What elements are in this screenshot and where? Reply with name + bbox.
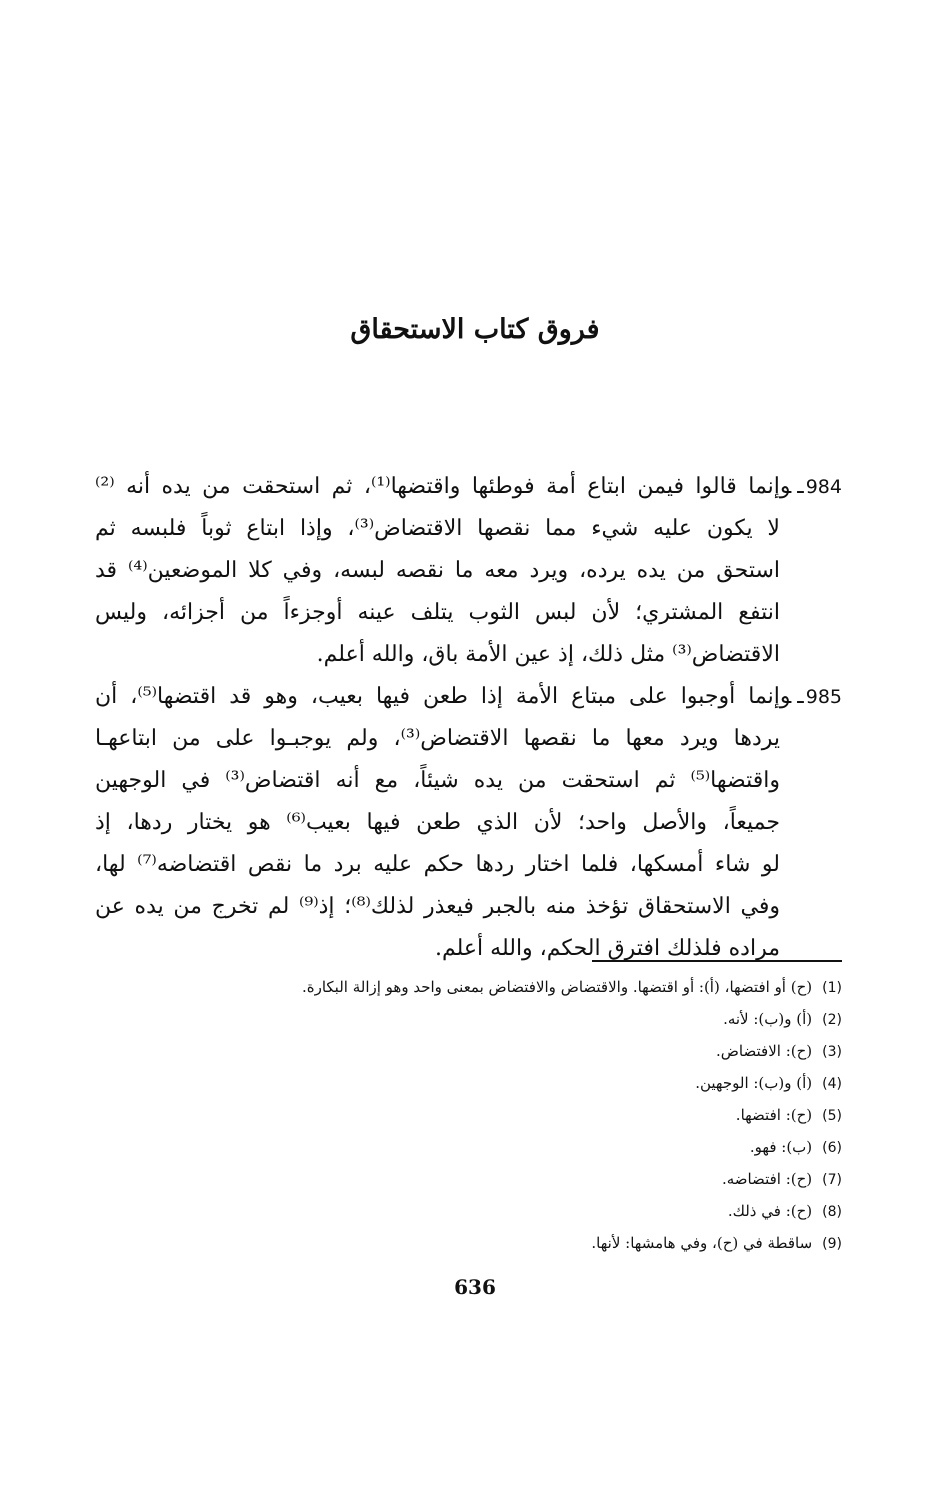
footnotes bbox=[122, 972, 842, 1260]
footnote-8: (8)(ح): في ذلك. bbox=[727, 1202, 842, 1220]
entry-985 bbox=[95, 676, 842, 970]
page-number: 636 bbox=[454, 1275, 496, 1299]
footnote-5: (5)(ح): افتضها. bbox=[735, 1106, 842, 1124]
entry-line: لا يكون عليه شيء مما نقصها الاقتضاض⁽³⁾، وإذا ابتاع ثوباً فلبسه ثم bbox=[95, 516, 780, 541]
entry-line: 984ـوإنما قالوا فيمن ابتاع أمة فوطئها واقتضها⁽¹⁾، ثم استحقت من يده أنه ⁽²⁾ bbox=[95, 474, 842, 499]
main-text bbox=[95, 466, 842, 970]
footnote-4: (4)(أ) و(ب): الوجهين. bbox=[695, 1074, 842, 1092]
entry-line: يردها ويرد معها ما نقصها الاقتضاض⁽³⁾، ولم يوجبـوا على من ابتاعهـا bbox=[95, 726, 781, 751]
entry-number: 984 bbox=[805, 476, 842, 498]
entry-line: وفي الاستحقاق تؤخذ منه بالجبر فيعذر لذلك⁽⁸⁾؛ إذ⁽⁹⁾ لم تخرج من يده عن bbox=[95, 894, 780, 919]
footnote-7: (7)(ح): افتضاضه. bbox=[721, 1170, 842, 1188]
footnote-9: (9)ساقطة في (ح)، وفي هامشها: لأنها. bbox=[591, 1234, 842, 1252]
entry-984 bbox=[95, 466, 842, 676]
footnote-1: (1)(ح) أو افتضها، (أ): أو اقتضها. والاقتضاض والافتضاض بمعنى واحد وهو إزالة البكارة. bbox=[301, 978, 842, 996]
entry-number: 985 bbox=[805, 686, 842, 708]
entry-line: انتفع المشتري؛ لأن لبس الثوب يتلف عينه أوجزءاً من أجزائه، وليس bbox=[95, 600, 780, 625]
entry-line: الاقتضاض⁽³⁾ مثل ذلك، إذ عين الأمة باق، والله أعلم. bbox=[316, 642, 780, 667]
footnote-2: (2)(أ) و(ب): لأنه. bbox=[723, 1010, 842, 1028]
entry-line: لو شاء أمسكها، فلما اختار ردها حكم عليه برد ما نقص اقتضاضه⁽⁷⁾ لها، bbox=[95, 852, 780, 877]
entry-line: واقتضها⁽⁵⁾ ثم استحقت من يده شيئاً، مع أنه اقتضاض⁽³⁾ في الوجهين bbox=[95, 768, 780, 793]
entry-line: 985ـوإنما أوجبوا على مبتاع الأمة إذا طعن فيها بعيب، وهو قد اقتضها⁽⁵⁾، أن bbox=[95, 684, 842, 709]
entry-line: مراده فلذلك افترق الحكم، والله أعلم. bbox=[435, 936, 780, 961]
entry-line: استحق من يده يرده، ويرد معه ما نقصه لبسه، وفي كلا الموضعين⁽⁴⁾ قد bbox=[95, 558, 781, 583]
footnote-separator bbox=[592, 960, 842, 962]
footnote-6: (6)(ب): فهو. bbox=[749, 1138, 842, 1156]
footnote-3: (3)(ح): الافتضاض. bbox=[716, 1042, 842, 1060]
chapter-title: فروق كتاب الاستحقاق bbox=[350, 314, 600, 345]
entry-line: جميعاً، والأصل واحد؛ لأن الذي طعن فيها بعيب⁽⁶⁾ هو يختار ردها، إذ bbox=[95, 810, 780, 835]
